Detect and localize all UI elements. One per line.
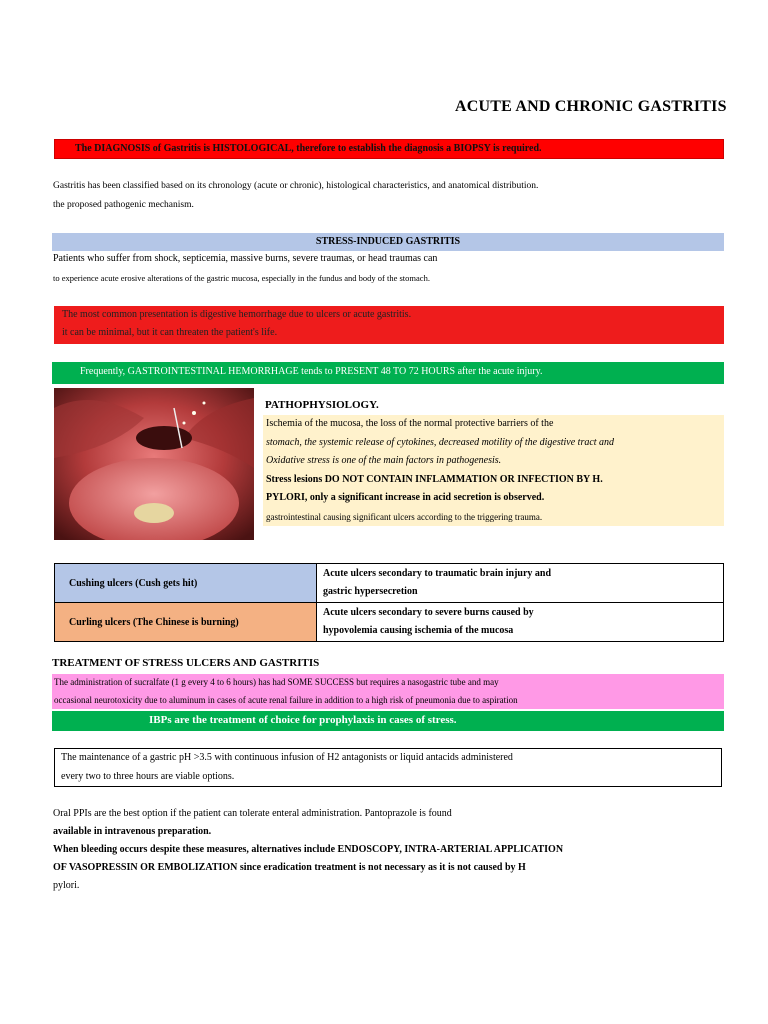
closing-line-3: When bleeding occurs despite these measures, alternatives include ENDOSCOPY, INTRA-ARTERIAL APPLICATION bbox=[53, 844, 564, 855]
closing-block bbox=[53, 805, 563, 895]
ph-line-1: The maintenance of a gastric pH >3.5 with continuous infusion of H2 antagonists or liquid antacids administered bbox=[61, 752, 513, 763]
curling-desc-line-2: hypovolemia causing ischemia of the mucosa bbox=[323, 625, 514, 636]
table-row bbox=[55, 603, 724, 642]
presentation-box bbox=[54, 306, 724, 344]
stress-gastritis-heading: STRESS-INDUCED GASTRITIS bbox=[52, 233, 724, 251]
pathophysiology-title: PATHOPHYSIOLOGY. bbox=[265, 399, 379, 411]
stress-line-2: to experience acute erosive alterations of the gastric mucosa, especially in the fundus and body of the stomach. bbox=[53, 273, 430, 283]
patho-line-2: stomach, the systemic release of cytokines, decreased motility of the digestive tract and bbox=[266, 436, 615, 448]
table-row bbox=[55, 564, 724, 603]
sucralfate-box bbox=[52, 674, 724, 709]
diagnosis-banner: The DIAGNOSIS of Gastritis is HISTOLOGICAL, therefore to establish the diagnosis a BIOPSY is required. bbox=[54, 139, 724, 159]
closing-line-4: OF VASOPRESSIN OR EMBOLIZATION since eradication treatment is not necessary as it is not caused by H bbox=[53, 862, 526, 873]
ulcers-table bbox=[54, 563, 724, 642]
intro-line-1: Gastritis has been classified based on its chronology (acute or chronic), histological characteristics, and anatomical distribution. bbox=[53, 181, 539, 191]
patho-line-1: Ischemia of the mucosa, the loss of the normal protective barriers of the bbox=[266, 418, 554, 429]
curling-desc-line-1: Acute ulcers secondary to severe burns caused by bbox=[323, 607, 534, 618]
cushing-desc-cell bbox=[317, 564, 724, 603]
pathophysiology-box bbox=[263, 415, 724, 526]
cushing-desc-line-2: gastric hypersecretion bbox=[323, 586, 418, 597]
sucralfate-line-2: occasional neurotoxicity due to aluminum in cases of acute renal failure in addition to a high risk of pneumonia due to aspiration bbox=[54, 694, 518, 705]
patho-line-6: gastrointestinal causing significant ulcers according to the triggering trauma. bbox=[266, 511, 543, 522]
patho-line-5: PYLORI, only a significant increase in acid secretion is observed. bbox=[266, 492, 545, 503]
endoscopy-illustration bbox=[54, 388, 254, 540]
ph-maintenance-box bbox=[54, 748, 722, 787]
patho-line-4: Stress lesions DO NOT CONTAIN INFLAMMATION OR INFECTION BY H. bbox=[266, 473, 603, 485]
closing-line-2: available in intravenous preparation. bbox=[53, 826, 212, 837]
ph-line-2: every two to three hours are viable options. bbox=[61, 770, 235, 782]
treatment-title: TREATMENT OF STRESS ULCERS AND GASTRITIS bbox=[52, 657, 320, 669]
page-title: ACUTE AND CHRONIC GASTRITIS bbox=[455, 98, 727, 115]
stress-line-1: Patients who suffer from shock, septicemia, massive burns, severe traumas, or head traumas can bbox=[53, 253, 438, 264]
endoscopy-image bbox=[54, 388, 254, 540]
presentation-line-2: it can be minimal, but it can threaten the patient's life. bbox=[62, 327, 278, 338]
cushing-ulcers-cell: Cushing ulcers (Cush gets hit) bbox=[55, 564, 317, 603]
closing-line-5: pylori. bbox=[53, 880, 80, 891]
sucralfate-line-1: The administration of sucralfate (1 g every 4 to 6 hours) has had SOME SUCCESS but requires a nasogastric tube and may bbox=[54, 677, 499, 687]
patho-line-3: Oxidative stress is one of the main factors in pathogenesis. bbox=[266, 455, 502, 466]
intro-line-2: the proposed pathogenic mechanism. bbox=[53, 200, 194, 210]
cushing-desc-line-1: Acute ulcers secondary to traumatic brain injury and bbox=[323, 568, 552, 579]
ibp-bar: IBPs are the treatment of choice for prophylaxis in cases of stress. bbox=[52, 711, 724, 731]
closing-line-1: Oral PPIs are the best option if the patient can tolerate enteral administration. Pantoprazole is found bbox=[53, 808, 452, 819]
curling-ulcers-cell: Curling ulcers (The Chinese is burning) bbox=[55, 603, 317, 642]
presentation-line-1: The most common presentation is digestive hemorrhage due to ulcers or acute gastritis. bbox=[62, 309, 412, 320]
hemorrhage-bar: Frequently, GASTROINTESTINAL HEMORRHAGE tends to PRESENT 48 TO 72 HOURS after the acute injury. bbox=[52, 362, 724, 384]
curling-desc-cell bbox=[317, 603, 724, 642]
